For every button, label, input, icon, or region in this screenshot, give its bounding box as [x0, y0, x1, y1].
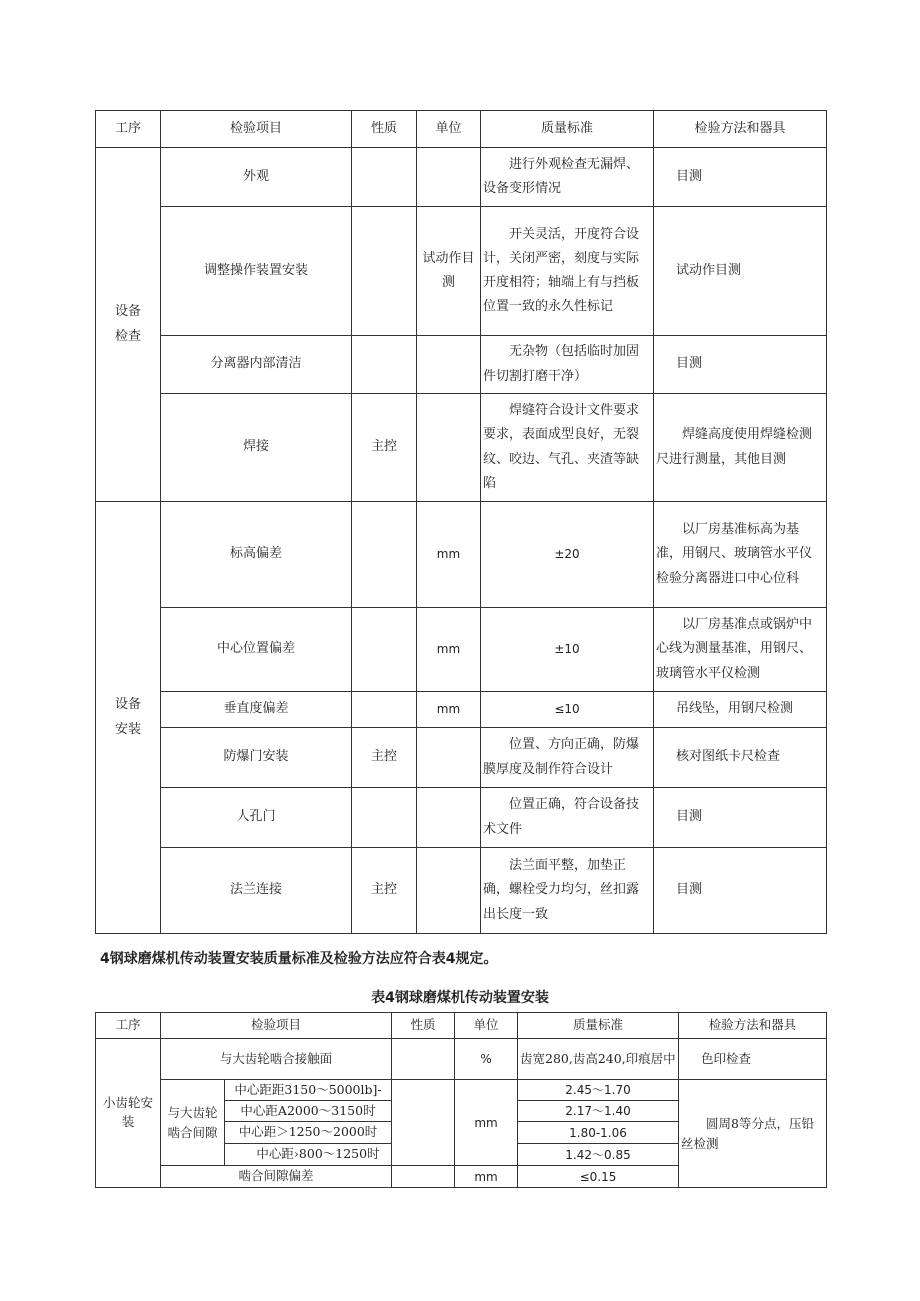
- cell-nature: [392, 1039, 455, 1080]
- header-item: 检验项目: [161, 1013, 392, 1039]
- cell-method: 以厂房基准标高为基准，用钢尺、玻璃管水平仪检验分离器进口中心位科: [654, 502, 827, 608]
- cell-item: 中心距＞1250～2000时: [225, 1122, 392, 1144]
- cell-standard: ≤0.15: [518, 1166, 679, 1188]
- cell-item: 与大齿轮啮合接触面: [161, 1039, 392, 1080]
- table-header-row: [96, 1013, 827, 1039]
- table-header-row: [96, 111, 827, 148]
- cell-standard: 开关灵活，开度符合设计，关闭严密，刻度与实际开度相符；轴端上有与挡板位置一致的永久性标记: [481, 207, 654, 336]
- cell-unit: [417, 148, 481, 207]
- table-row: [96, 502, 827, 608]
- cell-standard: 无杂物（包括临时加固件切割打磨干净）: [481, 336, 654, 394]
- header-method: 检验方法和器具: [654, 111, 827, 148]
- header-item: 检验项目: [161, 111, 352, 148]
- header-process: 工序: [96, 111, 161, 148]
- cell-standard: 2.45～1.70: [518, 1080, 679, 1101]
- cell-standard: 1.80-1.06: [518, 1122, 679, 1144]
- header-method: 检验方法和器具: [679, 1013, 827, 1039]
- table-row: [96, 1039, 827, 1080]
- cell-method: 试动作目测: [654, 207, 827, 336]
- cell-unit: [417, 728, 481, 788]
- cell-method: 焊缝高度使用焊缝检测尺进行测量，其他目测: [654, 394, 827, 502]
- cell-unit: [417, 788, 481, 848]
- table-row: [96, 692, 827, 728]
- cell-unit: mm: [417, 502, 481, 608]
- section-paragraph: 4钢球磨煤机传动装置安装质量标准及检验方法应符合表4规定。: [100, 951, 498, 967]
- cell-item: 中心距距3150～5000lb]-: [225, 1080, 392, 1101]
- cell-unit: mm: [417, 608, 481, 692]
- cell-item: 外观: [161, 148, 352, 207]
- table-row: [96, 207, 827, 336]
- cell-item: 分离器内部清洁: [161, 336, 352, 394]
- cell-method: 核对图纸卡尺检查: [654, 728, 827, 788]
- cell-item: 中心位置偏差: [161, 608, 352, 692]
- cell-standard: 齿宽280,齿高240,印痕居中: [518, 1039, 679, 1080]
- cell-standard: ±10: [481, 608, 654, 692]
- cell-item: 标高偏差: [161, 502, 352, 608]
- header-nature: 性质: [352, 111, 417, 148]
- cell-item: 中心距›800～1250时: [225, 1144, 392, 1166]
- table-row: [96, 394, 827, 502]
- table-row: [96, 608, 827, 692]
- cell-nature: [352, 608, 417, 692]
- cell-item: 啮合间隙偏差: [161, 1166, 392, 1188]
- gap-group: 与大齿轮啮合间隙: [161, 1080, 225, 1166]
- header-nature: 性质: [392, 1013, 455, 1039]
- cell-nature: [392, 1080, 455, 1166]
- cell-item: 防爆门安装: [161, 728, 352, 788]
- cell-nature: [392, 1166, 455, 1188]
- cell-nature: 主控: [352, 728, 417, 788]
- cell-unit: [417, 394, 481, 502]
- header-standard: 质量标准: [518, 1013, 679, 1039]
- cell-item: 垂直度偏差: [161, 692, 352, 728]
- cell-unit: mm: [455, 1080, 518, 1166]
- cell-standard: 焊缝符合设计文件要求要求，表面成型良好，无裂纹、咬边、气孔、夹渣等缺陷: [481, 394, 654, 502]
- cell-standard: 位置正确，符合设备技术文件: [481, 788, 654, 848]
- cell-nature: [352, 148, 417, 207]
- cell-nature: [352, 207, 417, 336]
- cell-nature: 主控: [352, 848, 417, 934]
- cell-standard: 进行外观检查无漏焊、设备变形情况: [481, 148, 654, 207]
- cell-standard: 法兰面平整，加垫正确，螺栓受力均匀，丝扣露出长度一致: [481, 848, 654, 934]
- table-caption: 表4钢球磨煤机传动装置安装: [371, 990, 549, 1006]
- cell-method: 吊线坠，用钢尺检测: [654, 692, 827, 728]
- cell-standard: ≤10: [481, 692, 654, 728]
- table-row: [96, 788, 827, 848]
- cell-item: 法兰连接: [161, 848, 352, 934]
- table-row: [96, 848, 827, 934]
- header-unit: 单位: [417, 111, 481, 148]
- table-row: [96, 1080, 827, 1101]
- cell-unit: [417, 336, 481, 394]
- process-equipment-check: 设备 检查: [96, 148, 161, 502]
- cell-item: 焊接: [161, 394, 352, 502]
- header-standard: 质量标准: [481, 111, 654, 148]
- cell-nature: 主控: [352, 394, 417, 502]
- cell-standard: ±20: [481, 502, 654, 608]
- header-process: 工序: [96, 1013, 161, 1039]
- cell-nature: [352, 692, 417, 728]
- cell-unit: mm: [417, 692, 481, 728]
- table-row: [96, 148, 827, 207]
- quality-table-separator: [95, 110, 827, 934]
- cell-method: 目测: [654, 148, 827, 207]
- cell-method: 以厂房基准点或锅炉中心线为测量基准，用钢尺、玻璃管水平仪检测: [654, 608, 827, 692]
- cell-method: 色印检查: [679, 1039, 827, 1080]
- header-unit: 单位: [455, 1013, 518, 1039]
- quality-table-transmission: [95, 1012, 827, 1188]
- cell-standard: 1.42～0.85: [518, 1144, 679, 1166]
- cell-unit: 试动作目测: [417, 207, 481, 336]
- cell-unit: %: [455, 1039, 518, 1080]
- cell-item: 调整操作装置安装: [161, 207, 352, 336]
- cell-method: 目测: [654, 848, 827, 934]
- cell-method: 目测: [654, 336, 827, 394]
- table-row: [96, 336, 827, 394]
- cell-unit: [417, 848, 481, 934]
- table-row: [96, 728, 827, 788]
- cell-method: 圆周8等分点，压铅丝检测: [679, 1080, 827, 1188]
- process-equipment-install: 设备 安装: [96, 502, 161, 934]
- cell-nature: [352, 788, 417, 848]
- cell-standard: 位置、方向正确，防爆膜厚度及制作符合设计: [481, 728, 654, 788]
- process-pinion-install: 小齿轮安装: [96, 1039, 161, 1188]
- cell-unit: mm: [455, 1166, 518, 1188]
- cell-item: 中心距A2000～3150时: [225, 1101, 392, 1122]
- cell-nature: [352, 336, 417, 394]
- cell-item: 人孔门: [161, 788, 352, 848]
- cell-method: 目测: [654, 788, 827, 848]
- cell-nature: [352, 502, 417, 608]
- cell-standard: 2.17～1.40: [518, 1101, 679, 1122]
